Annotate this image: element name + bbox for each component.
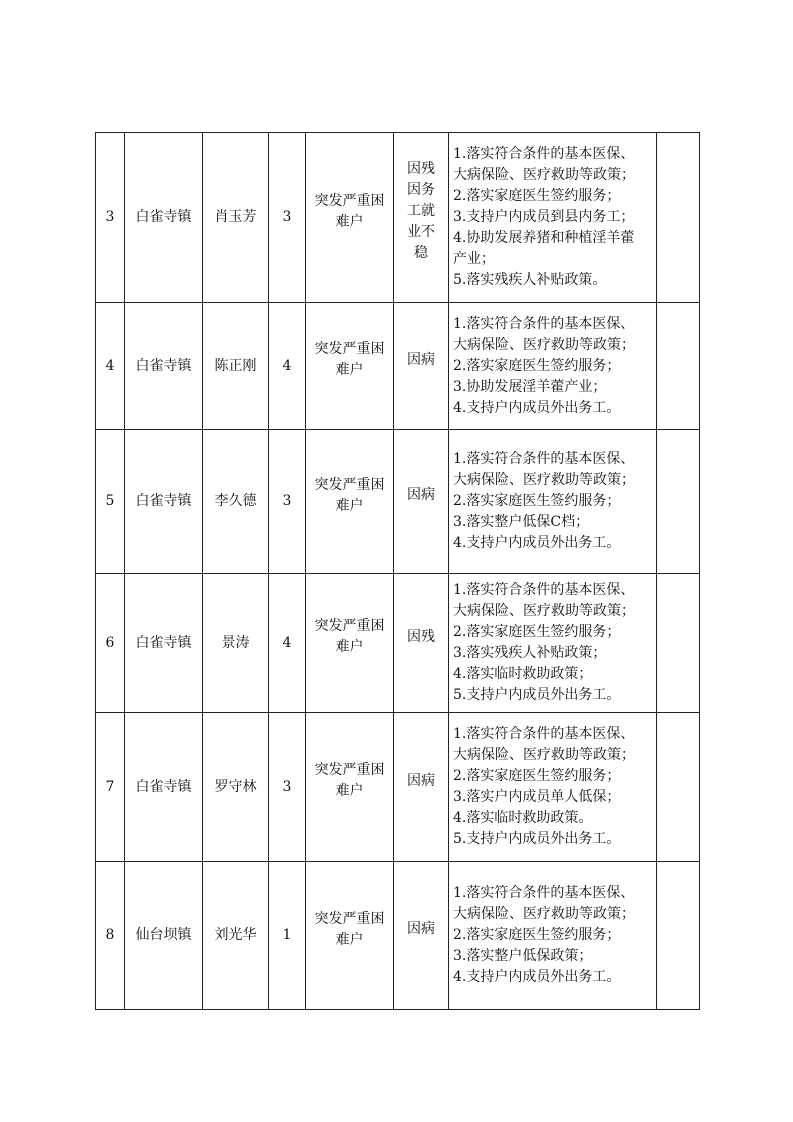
cause-cell [394,133,449,303]
note-cell [657,713,700,862]
category-cell-line: 突发严重困 [314,341,385,357]
category-cell-line: 突发严重困 [314,762,385,778]
cause-cell-line: 稳 [414,245,428,261]
measures-cell-line: 1.落实符合条件的基本医保、 [453,146,635,162]
cause-cell-line: 业不 [407,224,435,240]
member-count-cell: 3 [269,430,306,574]
measures-cell-line: 大病保险、医疗救助等政策； [453,472,635,488]
row-number-cell: 6 [96,574,125,713]
category-cell-line: 难户 [335,639,364,655]
measures-cell-line: 5.支持户内成员外出务工。 [453,831,621,847]
cause-cell-line: 因病 [407,921,435,937]
name-cell: 李久德 [203,430,269,574]
table-row [96,713,700,862]
measures-cell-line: 大病保险、医疗救助等政策； [453,906,635,922]
member-count-cell: 1 [269,862,306,1010]
member-count-cell: 4 [269,303,306,430]
measures-cell-line: 1.落实符合条件的基本医保、 [453,315,635,332]
table-row [96,430,700,574]
cause-cell-line: 因病 [407,351,435,368]
note-cell [657,862,700,1010]
category-cell-line: 突发严重困 [314,192,385,209]
category-cell-line: 难户 [335,931,364,948]
name-cell: 肖玉芳 [203,133,269,303]
cause-cell-line: 因病 [407,487,435,503]
measures-cell-line: 2.落实家庭医生签约服务； [453,188,621,204]
town-cell: 白雀寺镇 [125,713,203,862]
measures-cell-line: 1.落实符合条件的基本医保、 [453,582,635,598]
category-cell-line: 突发严重困 [314,618,385,634]
measures-cell [449,133,657,303]
row-number-cell: 8 [96,862,125,1010]
measures-cell-line: 4.支持户内成员外出务工。 [453,399,621,416]
cause-cell [394,430,449,574]
cause-cell-line: 因残 [407,161,435,177]
measures-cell-line: 大病保险、医疗救助等政策； [453,167,635,183]
cause-cell-line: 因务 [407,182,435,198]
cause-cell [394,862,449,1010]
category-cell [306,713,394,862]
member-count-cell: 4 [269,574,306,713]
measures-cell-line: 大病保险、医疗救助等政策； [453,603,635,619]
measures-cell-line: 3.协助发展淫羊藿产业； [453,378,607,395]
table-row [96,303,700,430]
measures-cell [449,713,657,862]
member-count-cell: 3 [269,133,306,303]
measures-cell-line: 1.落实符合条件的基本医保、 [453,885,635,901]
measures-cell-line: 2.落实家庭医生签约服务； [453,357,621,374]
measures-cell [449,862,657,1010]
category-cell [306,574,394,713]
table-row [96,862,700,1010]
measures-cell-line: 1.落实符合条件的基本医保、 [453,726,635,742]
cause-cell-line: 工就 [407,203,435,219]
measures-cell-line: 2.落实家庭医生签约服务； [453,493,621,509]
cause-cell-line: 因病 [407,772,435,789]
category-cell-line: 突发严重困 [314,476,385,493]
measures-cell-line: 4.落实临时救助政策。 [453,810,593,826]
town-cell: 白雀寺镇 [125,430,203,574]
row-number-cell: 3 [96,133,125,303]
name-cell: 刘光华 [203,862,269,1010]
name-cell: 景涛 [203,574,269,713]
cause-cell [394,303,449,430]
table-row [96,133,700,303]
measures-cell [449,303,657,430]
measures-cell-line: 大病保险、医疗救助等政策； [453,336,635,353]
category-cell-line: 难户 [335,783,364,799]
member-count-cell: 3 [269,713,306,862]
measures-cell-line: 3.落实户内成员单人低保； [453,789,621,805]
measures-cell-line: 4.协助发展养猪和种植淫羊藿 [453,230,635,246]
row-number-cell: 5 [96,430,125,574]
measures-cell-line: 5.支持户内成员外出务工。 [453,687,621,703]
cause-cell [394,574,449,713]
name-cell: 陈正刚 [203,303,269,430]
category-cell-line: 难户 [335,497,364,514]
note-cell [657,430,700,574]
measures-cell-line: 2.落实家庭医生签约服务； [453,624,621,640]
measures-cell-line: 5.落实残疾人补贴政策。 [453,272,607,288]
table-row [96,574,700,713]
measures-cell [449,430,657,574]
note-cell [657,574,700,713]
row-number-cell: 4 [96,303,125,430]
town-cell: 白雀寺镇 [125,574,203,713]
measures-cell-line: 2.落实家庭医生签约服务； [453,927,621,943]
measures-cell-line: 1.落实符合条件的基本医保、 [453,451,635,467]
category-cell [306,862,394,1010]
measures-cell-line: 3.落实残疾人补贴政策； [453,645,607,661]
measures-cell-line: 3.支持户内成员到县内务工； [453,209,635,225]
name-cell: 罗守林 [203,713,269,862]
household-table [95,132,700,1010]
measures-cell [449,574,657,713]
category-cell [306,430,394,574]
table-body [96,133,700,1010]
town-cell: 仙台坝镇 [125,862,203,1010]
category-cell-line: 难户 [335,362,364,378]
cause-cell-line: 因残 [407,628,435,645]
measures-cell-line: 产业； [453,251,495,267]
category-cell-line: 难户 [335,213,364,230]
note-cell [657,303,700,430]
town-cell: 白雀寺镇 [125,303,203,430]
measures-cell-line: 3.落实整户低保C档； [453,514,590,530]
cause-cell [394,713,449,862]
measures-cell-line: 4.支持户内成员外出务工。 [453,969,621,985]
category-cell [306,133,394,303]
note-cell [657,133,700,303]
measures-cell-line: 3.落实整户低保政策； [453,948,593,964]
category-cell-line: 突发严重困 [314,910,385,927]
row-number-cell: 7 [96,713,125,862]
measures-cell-line: 4.支持户内成员外出务工。 [453,535,621,551]
measures-cell-line: 2.落实家庭医生签约服务； [453,768,621,784]
category-cell [306,303,394,430]
measures-cell-line: 4.落实临时救助政策； [453,666,593,682]
town-cell: 白雀寺镇 [125,133,203,303]
measures-cell-line: 大病保险、医疗救助等政策； [453,747,635,763]
